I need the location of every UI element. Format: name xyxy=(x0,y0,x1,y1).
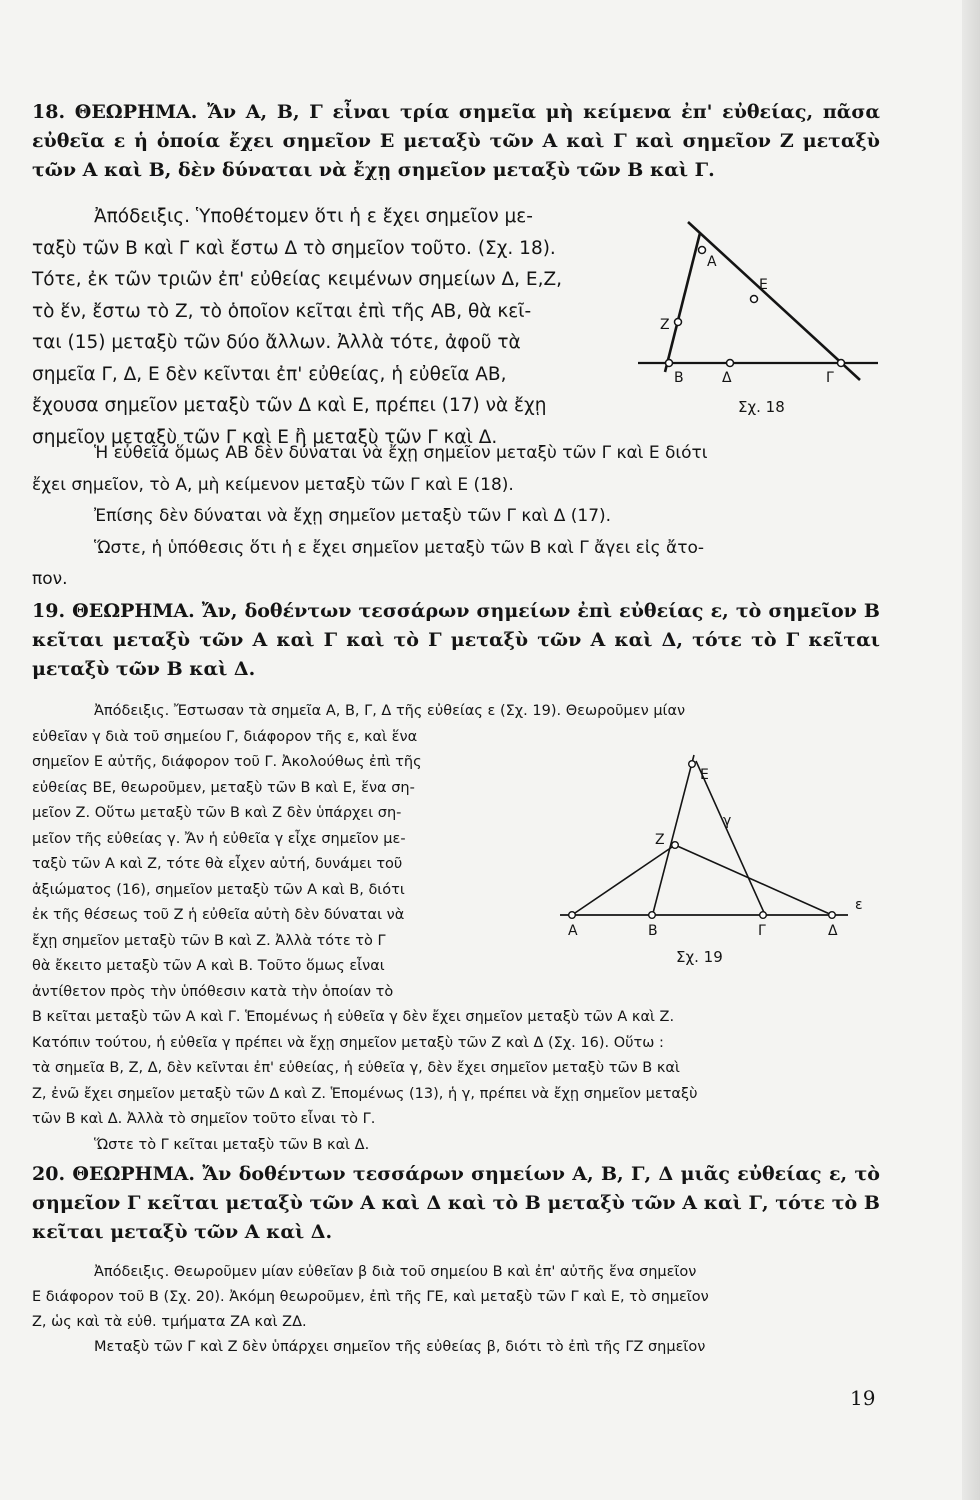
theorem-20-proof xyxy=(32,1260,882,1360)
label-G: Γ xyxy=(758,923,766,939)
label-D: Δ xyxy=(828,923,838,939)
text-line: Ἐπίσης δὲν δύναται νὰ ἔχῃ σημεῖον μεταξὺ τῶν Γ καὶ Δ (17). xyxy=(94,506,612,526)
line-g xyxy=(696,761,766,917)
text-line: ται (15) μεταξὺ τῶν δύο ἄλλων. Ἀλλὰ τότε, ἀφοῦ τὰ xyxy=(32,332,521,353)
point-B xyxy=(666,360,673,367)
text-line: τὰ σημεῖα Β, Ζ, Δ, δὲν κεῖνται ἐπ' εὐθείας, ἡ εὐθεῖα γ, δὲν ἔχει σημεῖον μεταξὺ τῶν Β καὶ xyxy=(32,1060,680,1076)
text-line: Μεταξὺ τῶν Γ καὶ Ζ δὲν ὑπάρχει σημεῖον τῆς εὐθείας β, διότι τὸ ἐπὶ τῆς ΓΖ σημεῖον xyxy=(94,1339,706,1355)
text-line: ταξὺ τῶν Β καὶ Γ καὶ ἔστω Δ τὸ σημεῖον τοῦτο. (Σχ. 18). xyxy=(32,237,556,259)
label-B: Β xyxy=(674,370,684,386)
point-E xyxy=(751,296,758,303)
text-line: Κατόπιν τούτου, ἡ εὐθεῖα γ πρέπει νὰ ἔχῃ σημεῖον μεταξὺ τῶν Ζ καὶ Δ (Σχ. 16). Οὕτω : xyxy=(32,1034,664,1051)
label-e: ε xyxy=(855,897,863,913)
label-G: Γ xyxy=(826,370,834,386)
text-line: ἀντίθετον πρὸς τὴν ὑπόθεσιν κατὰ τὴν ὁποίαν τὸ xyxy=(32,983,394,1000)
point-A xyxy=(569,912,576,919)
segment-ZD xyxy=(675,845,832,915)
point-G xyxy=(760,912,767,919)
point-E xyxy=(689,761,696,768)
figure-19-caption: Σχ. 19 xyxy=(676,948,723,966)
theorem-19-text: Ἄν, δοθέντων τεσσάρων σημείων ἐπὶ εὐθείας ε, τὸ σημεῖον Β κεῖται μεταξὺ τῶν Α καὶ Γ καὶ τὸ Γ μεταξὺ τῶν Α καὶ Δ, τότε τὸ Γ κεῖται μεταξὺ τῶν Β καὶ Δ. xyxy=(32,600,880,680)
text-line: ἔχουσα σημεῖον μεταξὺ τῶν Δ καὶ Ε, πρέπει (17) νὰ ἔχῃ xyxy=(32,395,547,416)
text-line: Ζ, ὡς καὶ τὰ εὐθ. τμήματα ΖΑ καὶ ΖΔ. xyxy=(32,1314,307,1330)
text-line: σημεῖα Γ, Δ, Ε δὲν κεῖνται ἐπ' εὐθείας, ἡ εὐθεῖα ΑΒ, xyxy=(32,363,507,385)
page-number: 19 xyxy=(850,1386,876,1410)
text-line: Ὥστε, ἡ ὑπόθεσις ὅτι ἡ ε ἔχει σημεῖον μεταξὺ τῶν Β καὶ Γ ἄγει εἰς ἄτο- xyxy=(94,537,704,558)
label-E: Ε xyxy=(700,767,709,783)
theorem-20-statement xyxy=(32,1160,880,1247)
segment-ZA xyxy=(572,845,675,915)
line-AB xyxy=(665,233,700,372)
page-edge xyxy=(962,0,980,1500)
point-D xyxy=(829,912,836,919)
label-D: Δ xyxy=(722,370,732,386)
label-A: Α xyxy=(707,254,717,270)
text-line: Ἀπόδειξις. Ὑποθέτομεν ὅτι ἡ ε ἔχει σημεῖον με- xyxy=(94,206,533,227)
line-AC xyxy=(688,222,860,380)
theorem-18-statement xyxy=(32,98,880,185)
label-g: γ xyxy=(723,813,732,829)
point-G xyxy=(838,360,845,367)
label-Z: Ζ xyxy=(655,832,665,848)
text-line: σημεῖον Ε αὐτῆς, διάφορον τοῦ Γ. Ἀκολούθως ἐπὶ τῆς xyxy=(32,754,422,770)
theorem-18-proof xyxy=(32,201,632,453)
text-line: ἔχει σημεῖον, τὸ Α, μὴ κείμενον μεταξὺ τῶν Γ καὶ Ε (18). xyxy=(32,474,514,495)
theorem-19-heading: 19. ΘΕΩΡΗΜΑ. xyxy=(32,600,195,622)
text-line: Ἀπόδειξις. Ἔστωσαν τὰ σημεῖα Α, Β, Γ, Δ τῆς εὐθείας ε (Σχ. 19). Θεωροῦμεν μίαν xyxy=(94,703,686,719)
point-A xyxy=(699,247,706,254)
text-line: ἐκ τῆς θέσεως τοῦ Ζ ἡ εὐθεῖα αὐτὴ δὲν δύναται νὰ xyxy=(32,907,405,923)
text-line: τῶν Β καὶ Δ. Ἀλλὰ τὸ σημεῖον τοῦτο εἶναι τὸ Γ. xyxy=(32,1111,376,1127)
point-B xyxy=(649,912,656,919)
figure-18-caption: Σχ. 18 xyxy=(738,398,785,416)
text-line: ἔχῃ σημεῖον μεταξὺ τῶν Β καὶ Ζ. Ἀλλὰ τότε τὸ Γ xyxy=(32,932,386,949)
text-line: μεῖον Ζ. Οὕτω μεταξὺ τῶν Β καὶ Ζ δὲν ὑπάρχει ση- xyxy=(32,805,402,821)
theorem-19-statement xyxy=(32,597,880,684)
label-A: Α xyxy=(568,923,578,939)
theorem-18-text: Ἄν Α, Β, Γ εἶναι τρία σημεῖα μὴ κείμενα ἐπ' εὐθείας, πᾶσα εὐθεῖα ε ἡ ὁποία ἔχει σημεῖον Ε μεταξὺ τῶν Α καὶ Γ καὶ σημεῖον Ζ μεταξὺ τῶν Α καὶ Β, δὲν δύναται νὰ ἔχῃ σημεῖον μεταξὺ τῶν Β καὶ Γ. xyxy=(32,101,880,181)
point-Z xyxy=(675,319,682,326)
label-Z: Ζ xyxy=(660,317,670,333)
point-Z xyxy=(672,842,679,849)
text-line: Ἡ εὐθεῖα ὅμως ΑΒ δὲν δύναται νὰ ἔχῃ σημεῖον μεταξὺ τῶν Γ καὶ Ε διότι xyxy=(94,443,708,463)
proof-label: Ἀπόδειξις. xyxy=(94,1264,170,1280)
theorem-18-heading: 18. ΘΕΩΡΗΜΑ. xyxy=(32,101,198,123)
figure-18 xyxy=(630,220,890,430)
label-E: Ε xyxy=(759,277,768,293)
text-line: Ε διάφορον τοῦ Β (Σχ. 20). Ἀκόμη θεωροῦμεν, ἐπὶ τῆς ΓΕ, καὶ μεταξὺ τῶν Γ καὶ Ε, τὸ σημεῖον xyxy=(32,1289,709,1305)
text-line: Ἀπόδειξις. Θεωροῦμεν μίαν εὐθεῖαν β διὰ τοῦ σημείου Β καὶ ἐπ' αὐτῆς ἕνα σημεῖον xyxy=(94,1264,697,1280)
point-D xyxy=(727,360,734,367)
text-line: Τότε, ἐκ τῶν τριῶν ἐπ' εὐθείας κειμένων σημείων Δ, Ε,Ζ, xyxy=(32,269,563,290)
theorem-20-heading: 20. ΘΕΩΡΗΜΑ. xyxy=(32,1163,195,1185)
theorem-20-text: Ἄν δοθέντων τεσσάρων σημείων Α, Β, Γ, Δ μιᾶς εὐθείας ε, τὸ σημεῖον Γ κεῖται μεταξὺ τῶν Α καὶ Δ καὶ τὸ Β μεταξὺ τῶν Α καὶ Γ, τότε τὸ Β κεῖται μεταξὺ τῶν Α καὶ Δ. xyxy=(32,1163,880,1243)
text-line: πον. xyxy=(32,569,68,589)
text-line: εὐθείας ΒΕ, θεωροῦμεν, μεταξὺ τῶν Β καὶ Ε, ἕνα ση- xyxy=(32,779,415,796)
label-B: Β xyxy=(648,923,658,939)
proof-label: Ἀπόδειξις. xyxy=(94,703,170,719)
text-line: ἀξιώματος (16), σημεῖον μεταξὺ τῶν Α καὶ Β, διότι xyxy=(32,881,405,898)
text-line: Ζ, ἐνῶ ἔχει σημεῖον μεταξὺ τῶν Δ καὶ Ζ. Ἑπομένως (13), ἡ γ, πρέπει νὰ ἔχῃ σημεῖον μεταξὺ xyxy=(32,1085,698,1102)
text-line: Ὥστε τὸ Γ κεῖται μεταξὺ τῶν Β καὶ Δ. xyxy=(94,1136,370,1153)
figure-19 xyxy=(552,755,882,975)
text-line: ταξὺ τῶν Α καὶ Ζ, τότε θὰ εἶχεν αὐτή, δυνάμει τοῦ xyxy=(32,856,403,872)
text-line: Β κεῖται μεταξὺ τῶν Α καὶ Γ. Ἑπομένως ἡ εὐθεῖα γ δὲν ἔχει σημεῖον μεταξὺ τῶν Α καὶ Ζ. xyxy=(32,1009,675,1025)
text-line: εὐθεῖαν γ διὰ τοῦ σημείου Γ, διάφορον τῆς ε, καὶ ἕνα xyxy=(32,728,418,745)
proof-label: Ἀπόδειξις. xyxy=(94,206,191,227)
text-line: σημεῖον μεταξὺ τῶν Γ καὶ Ε ἢ μεταξὺ τῶν Γ καὶ Δ. xyxy=(32,426,498,448)
text-line: θὰ ἔκειτο μεταξὺ τῶν Α καὶ Β. Τοῦτο ὅμως εἶναι xyxy=(32,958,385,974)
text-line: τὸ ἕν, ἔστω τὸ Ζ, τὸ ὁποῖον κεῖται ἐπὶ τῆς ΑΒ, θὰ κεῖ- xyxy=(32,300,532,322)
text-line: μεῖον τῆς εὐθείας γ. Ἄν ἡ εὐθεῖα γ εἶχε σημεῖον με- xyxy=(32,830,406,847)
theorem-18-conclusion xyxy=(32,438,882,596)
